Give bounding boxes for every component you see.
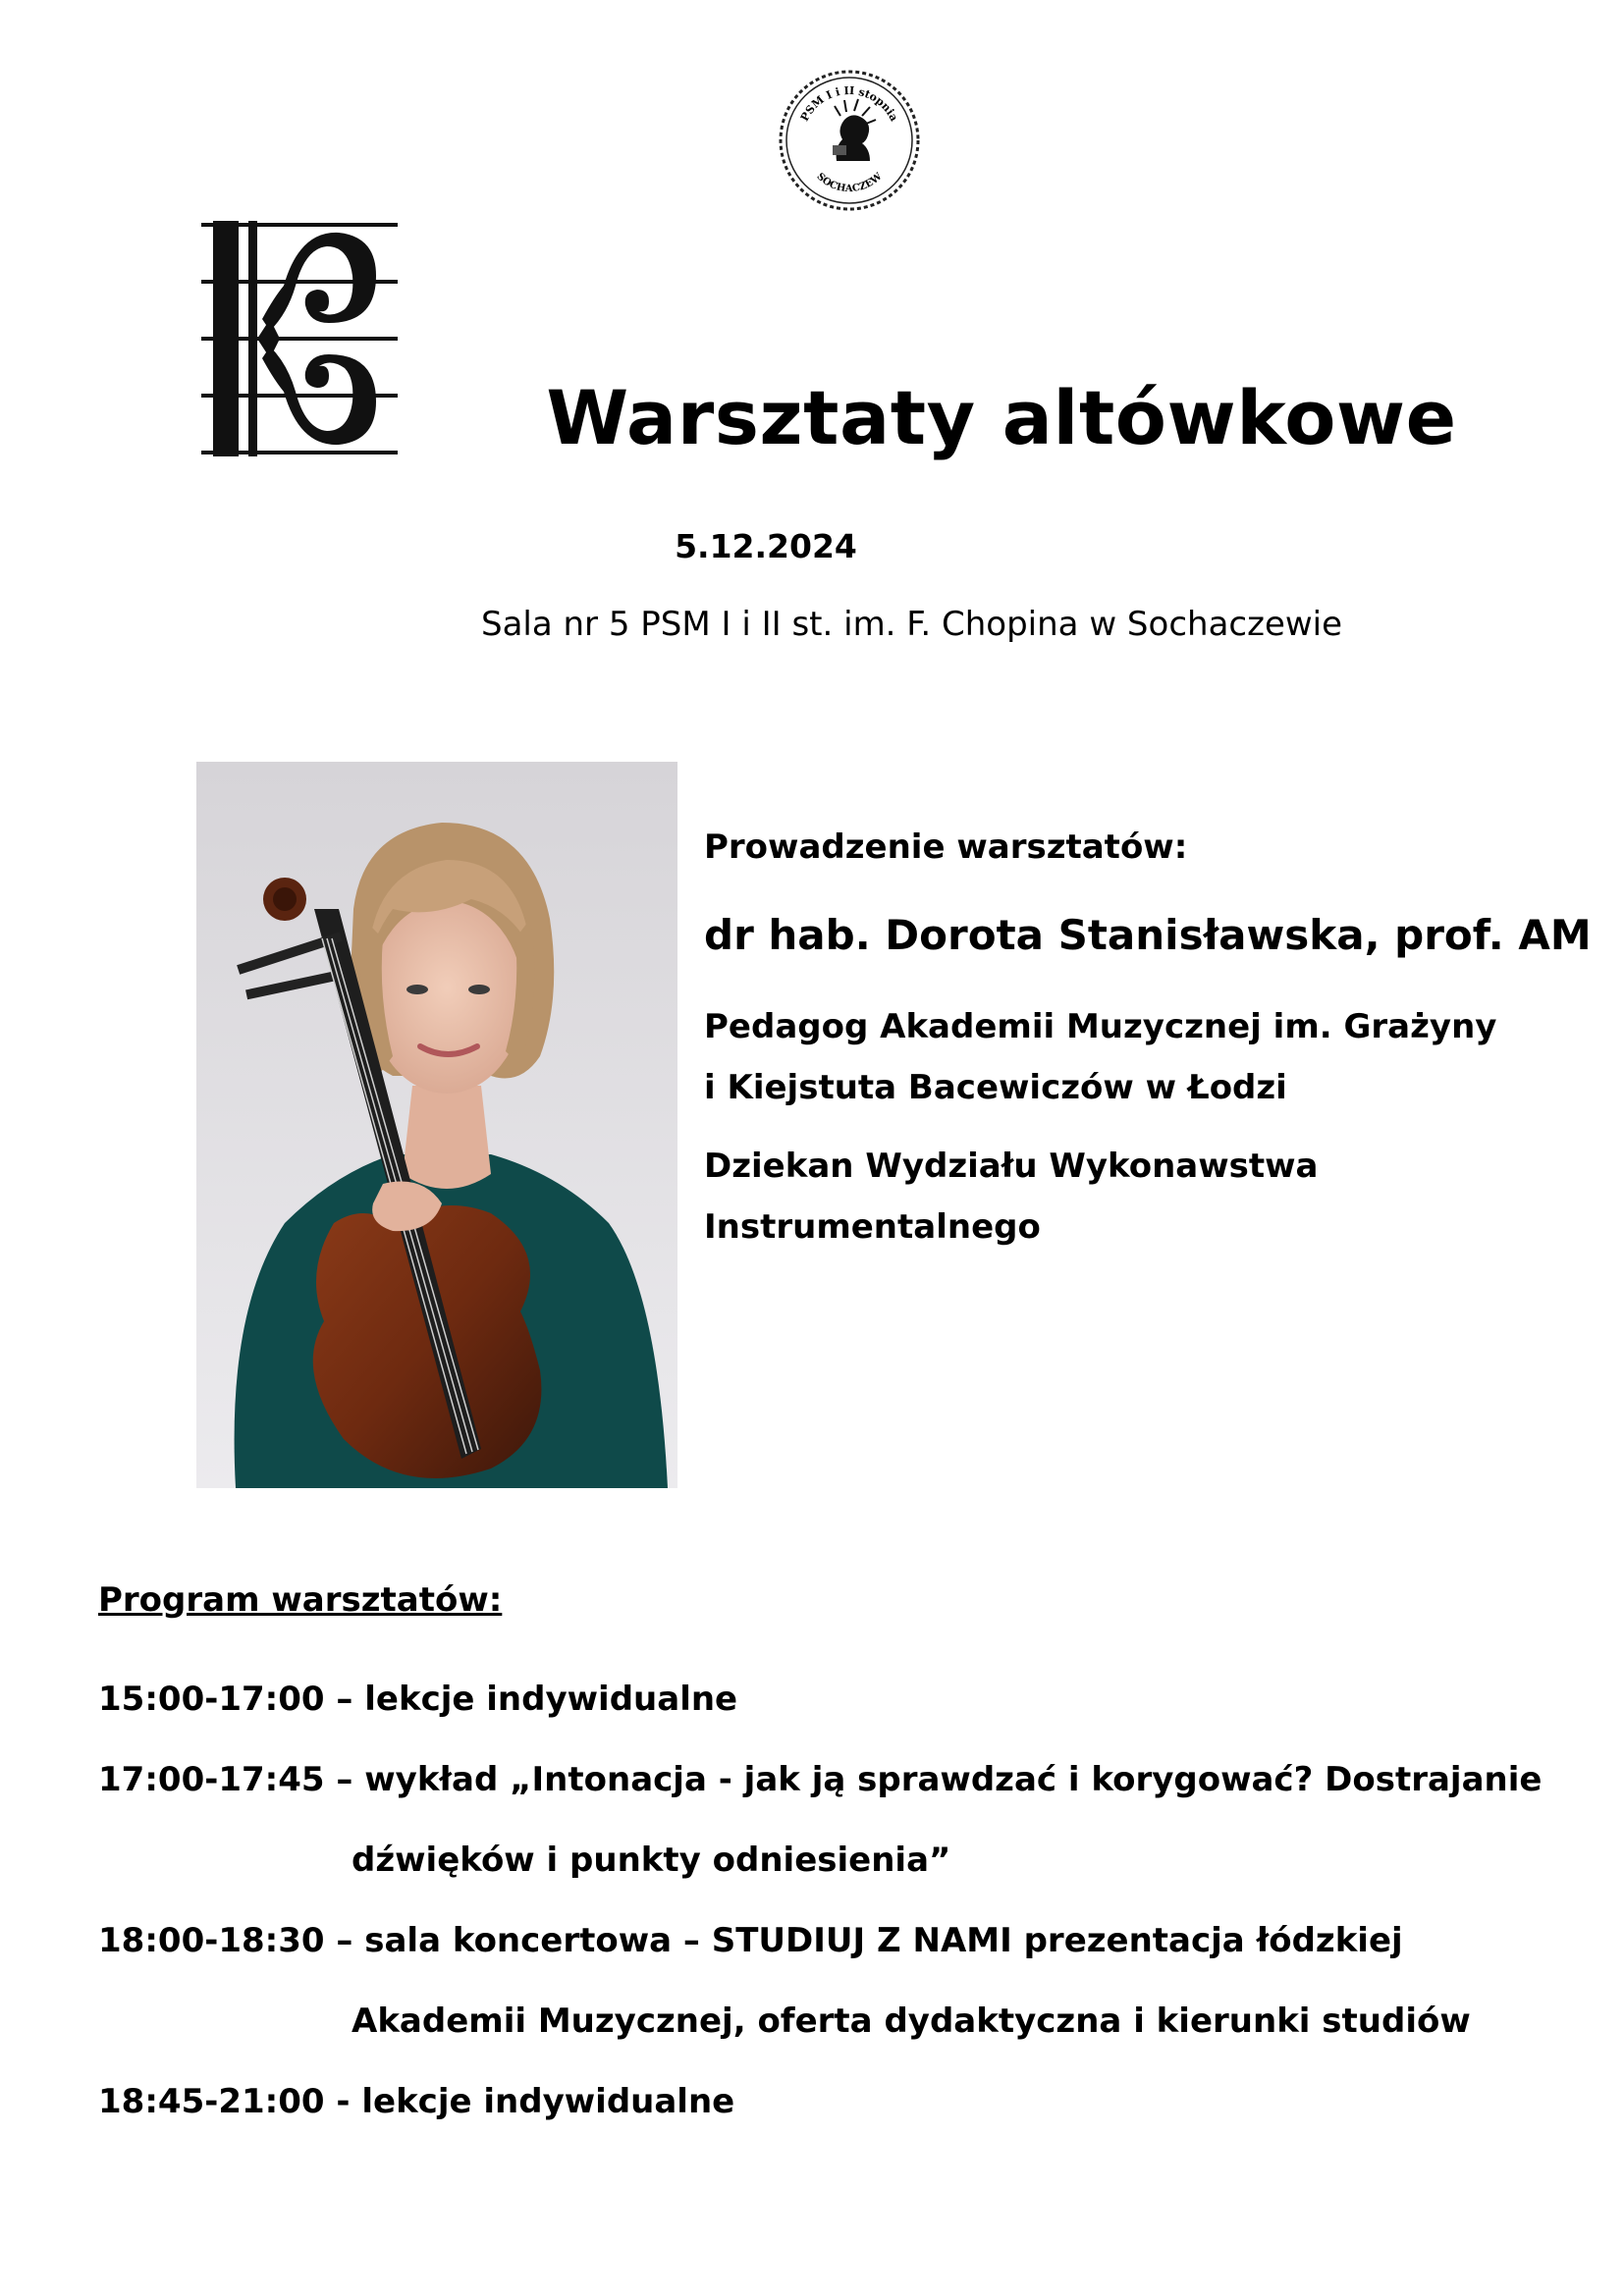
instructor-role-2: Dziekan Wydziału Wykonawstwa Instrumentalnego: [704, 1147, 1319, 1247]
instructor-name: dr hab. Dorota Stanisławska, prof. AM: [704, 911, 1592, 959]
program-desc: lekcje indywidualne: [361, 2082, 735, 2121]
instructor-lead: Prowadzenie warsztatów:: [704, 828, 1188, 867]
program-separator: –: [324, 1680, 365, 1719]
instructor-info: [704, 996, 1519, 1257]
program-desc: lekcje indywidualne: [364, 1680, 738, 1719]
school-logo: [776, 67, 923, 214]
program-time: 18:45-21:00: [98, 2082, 325, 2121]
event-venue: Sala nr 5 PSM I i II st. im. F. Chopina w Sochaczewie: [481, 605, 1343, 644]
program-item: [98, 1659, 1571, 1739]
program-heading: Program warsztatów:: [98, 1580, 503, 1620]
program-item: [98, 1900, 1571, 2061]
page-title: Warsztaty altówkowe: [546, 374, 1457, 461]
program-item: [98, 2061, 1571, 2142]
program-desc: wykład „Intonacja - jak ją sprawdzać i korygować? Dostrajanie: [364, 1760, 1543, 1799]
program-desc-cont: Akademii Muzycznej, oferta dydaktyczna i kierunki studiów: [352, 2002, 1471, 2041]
logo-bottom-text: SOCHACZEW: [814, 171, 885, 195]
program-desc: sala koncertowa – STUDIUJ Z NAMI prezentacja łódzkiej: [364, 1921, 1403, 1960]
program-desc-cont: dźwięków i punkty odniesienia”: [352, 1841, 951, 1880]
program-separator: –: [324, 1760, 365, 1799]
program-time: 18:00-18:30: [98, 1921, 325, 1960]
program-item: [98, 1739, 1571, 1900]
program-time: 15:00-17:00: [98, 1680, 325, 1719]
event-date: 5.12.2024: [675, 527, 857, 565]
alto-clef-icon: [201, 221, 398, 456]
instructor-photo: [196, 762, 677, 1488]
program-separator: -: [324, 2082, 362, 2121]
program-separator: –: [324, 1921, 365, 1960]
program-list: [98, 1659, 1571, 2142]
program-time: 17:00-17:45: [98, 1760, 325, 1799]
instructor-role-1: Pedagog Akademii Muzycznej im. Grażyny i Kiejstuta Bacewiczów w Łodzi: [704, 1007, 1497, 1107]
svg-text:SOCHACZEW: [814, 171, 885, 194]
logo-top-text: PSM I i II stopnia: [797, 83, 901, 124]
